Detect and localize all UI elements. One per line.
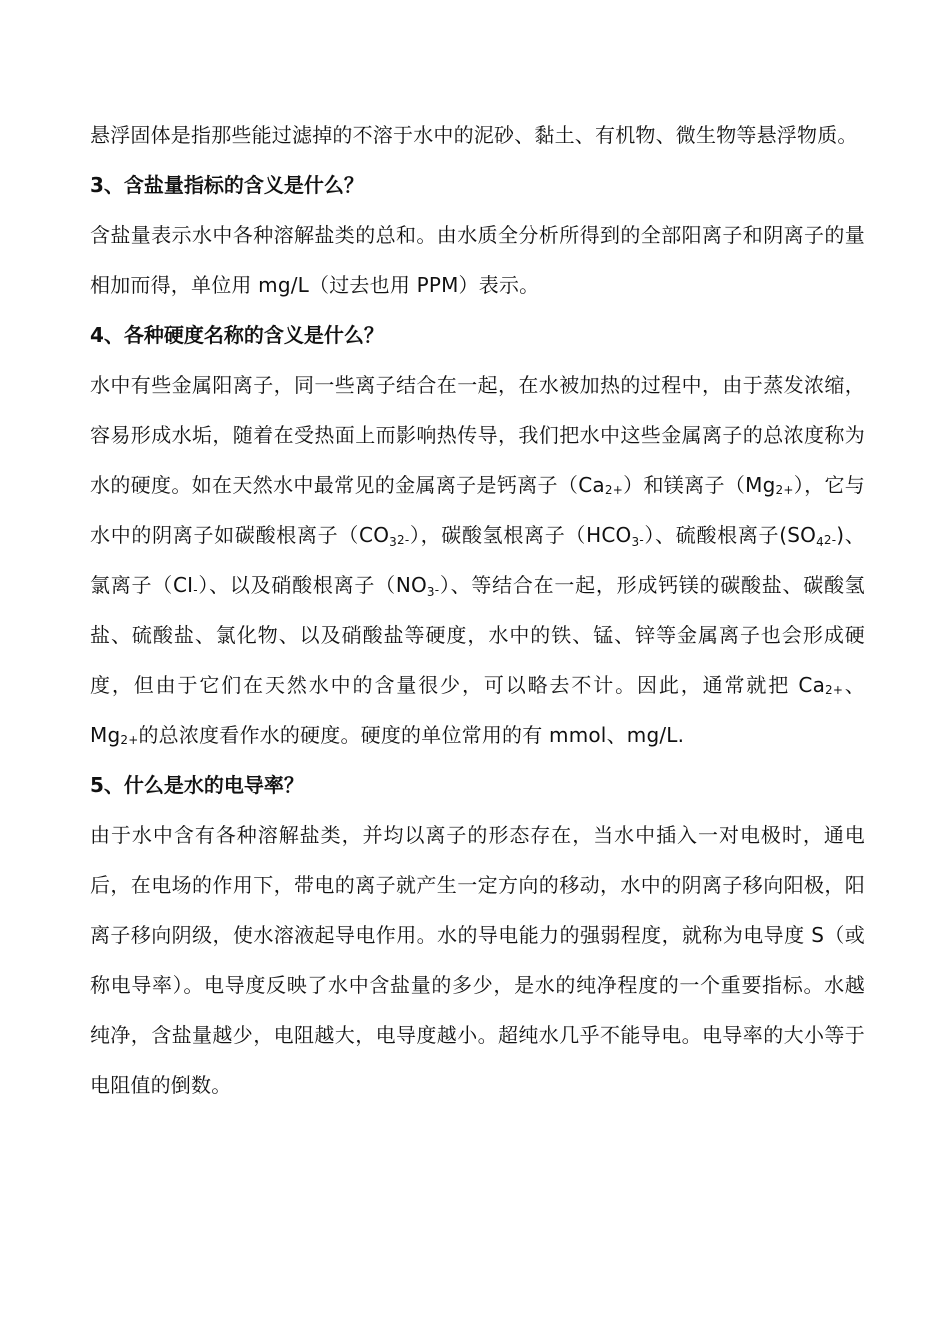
no3-charge: - [434,582,440,597]
heading-hardness: 4、各种硬度名称的含义是什么？ [90,323,384,347]
hardness-text-2: ）和镁离子（Mg [622,473,776,497]
mg-charge-2: 2+ [120,732,139,747]
co3-charge: 2- [397,532,410,547]
hardness-text-6: )、氯离子（CI [90,523,865,597]
co3-subscript: 3 [389,535,397,550]
hco3-subscript: 3 [631,535,640,550]
heading-conductivity: 5、什么是水的电导率？ [90,773,304,797]
hardness-text-7: ）、以及硝酸根离子（NO [197,573,427,597]
document-page [90,110,865,1110]
hardness-text-10: 的总浓度看作水的硬度。硬度的单位常用的有 mmol、mg/L. [138,723,685,747]
hardness-text-8: ）、等结合在一起，形成钙镁的碳酸盐、碳酸氢盐、硫酸盐、氯化物、以及硝酸盐等硬度，水中的铁、锰、锌等金属离子也会形成硬度，但由于它们在天然水中的含量很少，可以略去不计。因此，通常就把 Ca [90,573,865,697]
so4-subscript: 4 [816,535,824,550]
so4-charge: 2- [823,532,837,547]
heading-salt-content: 3、含盐量指标的含义是什么？ [90,173,364,197]
ca-charge-2: 2+ [825,682,844,697]
hardness-text-1: 水中有些金属阳离子，同一些离子结合在一起，在水被加热的过程中，由于蒸发浓缩，容易形成水垢，随着在受热面上而影响热传导，我们把水中这些金属离子的总浓度称为水的硬度。如在天然水中最常见的金属离子是钙离子（Ca [90,373,865,497]
ca-charge: 2+ [604,482,623,497]
hardness-text-4: ），碳酸氢根离子（HCO [409,523,632,547]
cl-charge: - [193,582,198,597]
intro-paragraph: 悬浮固体是指那些能过滤掉的不溶于水中的泥砂、黏土、有机物、微生物等悬浮物质。 [90,123,858,147]
hardness-paragraph [90,360,865,760]
mg-charge: 2+ [775,482,794,497]
hardness-text-3: ），它与水中的阴离子如碳酸根离子（CO [90,473,865,547]
hco3-charge: - [639,532,644,547]
no3-subscript: 3 [426,585,435,600]
hardness-text-5: ）、硫酸根离子(SO [643,523,817,547]
salt-content-paragraph: 含盐量表示水中各种溶解盐类的总和。由水质全分析所得到的全部阳离子和阴离子的量相加而得，单位用 mg/L（过去也用 PPM）表示。 [90,223,865,297]
hardness-text-9: 、 Mg [90,673,866,747]
conductivity-paragraph: 由于水中含有各种溶解盐类，并均以离子的形态存在，当水中插入一对电极时，通电后，在电场的作用下，带电的离子就产生一定方向的移动，水中的阴离子移向阳极，阳离子移向阴级，使水溶液起导电作用。水的导电能力的强弱程度，就称为电导度 S（或称电导率）。电导度反映了水中含盐量的多少，是水的纯净程度的一个重要指标。水越纯净，含盐量越少，电阻越大，电导度越小。超纯水几乎不能导电。电导率的大小等于电阻值的倒数。 [90,823,865,1097]
